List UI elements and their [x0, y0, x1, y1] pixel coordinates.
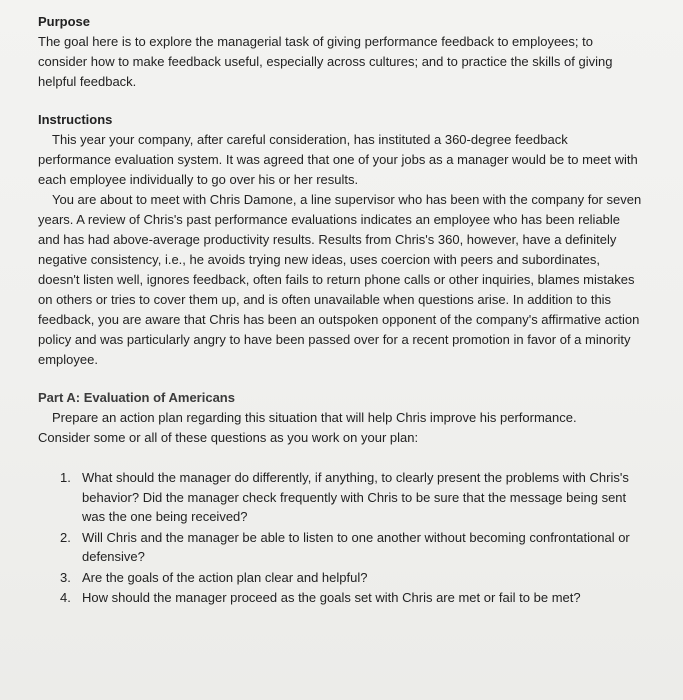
question-item-1 [60, 468, 643, 527]
question-item-2 [60, 528, 643, 567]
question-text: Are the goals of the action plan clear and helpful? [82, 569, 368, 585]
part-a-section [38, 388, 643, 608]
question-text: How should the manager proceed as the goals set with Chris are met or fail to be met? [82, 590, 581, 605]
question-number: 4. [60, 590, 71, 605]
purpose-text: The goal here is to explore the managerial task of giving performance feedback to employees; to consider how to make feedback useful, especially across cultures; and to practice the skills of giving helpful feedback. [38, 34, 613, 89]
instructions-section [38, 110, 643, 370]
purpose-section [38, 12, 643, 92]
question-number: 2. [60, 529, 71, 545]
question-list [38, 468, 643, 608]
question-item-4 [60, 588, 643, 608]
part-a-intro [38, 408, 643, 448]
instructions-paragraph-2: You are about to meet with Chris Damone, a line supervisor who has been with the company for seven years. A review of Chris's past performance evaluations indicates an employee who has been reliable and has had above-average productivity results. Results from Chris's 360, however, have a definitely negative consistency, i.e., he avoids trying new ideas, uses coercion with peers and subordinates, doesn't listen well, ignores feedback, often fails to return phone calls or other inquiries, blames mistakes on others or tries to cover them up, and is often unavailable when questions arise. In addition to this feedback, you are aware that Chris has been an outspoken opponent of the company's affirmative action policy and was particularly angry to have been passed over for a recent promotion in favor of a minority employee. [38, 192, 642, 367]
part-a-heading: Part A: Evaluation of Americans [38, 390, 235, 405]
question-item-3 [60, 568, 643, 588]
question-text: What should the manager do differently, if anything, to clearly present the problems with Chris's behavior? Did the manager check frequently with Chris to be sure that the message being sent was the one being received? [82, 470, 629, 524]
instructions-heading: Instructions [38, 112, 113, 127]
question-number: 3. [60, 569, 71, 585]
instructions-paragraph-1: This year your company, after careful consideration, has instituted a 360-degree feedback performance evaluation system. It was agreed that one of your jobs as a manager would be to meet with each employee individually to go over his or her results. [38, 132, 638, 187]
part-a-intro-line-1: Prepare an action plan regarding this situation that will help Chris improve his performance. [52, 410, 577, 425]
question-number: 1. [60, 470, 71, 485]
question-text: Will Chris and the manager be able to listen to one another without becoming confrontational or defensive? [82, 529, 630, 564]
purpose-heading: Purpose [38, 14, 91, 29]
part-a-intro-line-2: Consider some or all of these questions as you work on your plan: [38, 430, 419, 445]
